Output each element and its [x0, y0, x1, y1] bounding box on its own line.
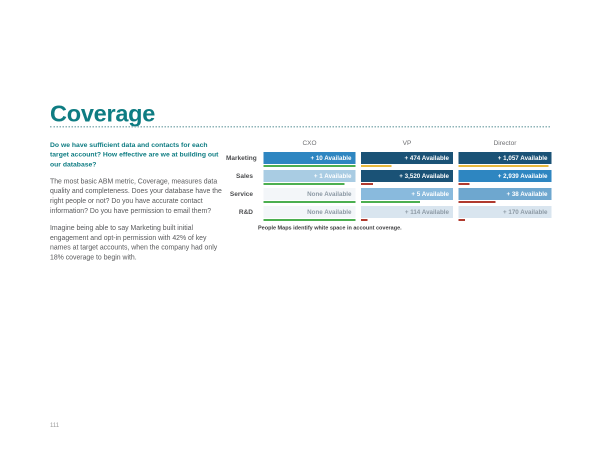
row-label-rd: R&D: [238, 208, 253, 216]
row-label-sales: Sales: [236, 172, 253, 180]
coverage-cell-marketing-cxo: [264, 152, 356, 167]
column-header-director: Director: [493, 139, 517, 147]
change-indicator-track: [459, 183, 552, 185]
availability-bar: + 5 Available: [361, 188, 453, 200]
change-indicator-track: [264, 165, 356, 167]
row-label-service: Service: [229, 190, 253, 198]
change-indicator-line: [361, 219, 367, 221]
availability-bar: + 474 Available: [361, 152, 453, 164]
change-indicator-track: [361, 165, 453, 167]
coverage-cell-service-cxo: [264, 188, 356, 203]
body-paragraph-2: Imagine being able to say Marketing built initial engagement and opt-in permission with 42% of key names at target accounts, when the company had only 18% coverage to begin with.: [50, 224, 218, 261]
change-indicator-line: [361, 201, 420, 203]
coverage-cell-sales-director: [459, 170, 552, 185]
availability-bar: + 114 Available: [361, 206, 453, 218]
coverage-cell-rd-cxo: [264, 206, 356, 221]
change-indicator-track: [361, 201, 453, 203]
coverage-cell-marketing-vp: [361, 152, 453, 167]
table-caption: People Maps identify white space in account coverage.: [258, 225, 402, 231]
row-label-marketing: Marketing: [226, 154, 257, 162]
coverage-cell-rd-vp: [361, 206, 453, 221]
intro-text-panel: [50, 140, 228, 270]
availability-bar: + 10 Available: [264, 152, 356, 164]
change-indicator-track: [264, 219, 356, 221]
change-indicator-line: [264, 219, 356, 221]
column-header-vp: VP: [402, 139, 412, 147]
change-indicator-track: [459, 201, 552, 203]
change-indicator-line: [459, 219, 466, 221]
lead-question: Do we have sufficient data and contacts for each target account? How effective are we at building out our database?: [50, 141, 219, 168]
change-indicator-line: [264, 165, 356, 167]
page-title: Coverage: [50, 100, 156, 127]
availability-bar: + 2,939 Available: [459, 170, 552, 182]
change-indicator-line: [459, 183, 470, 185]
change-indicator-track: [361, 219, 453, 221]
change-indicator-line: [459, 165, 549, 167]
availability-bar: + 1,057 Available: [459, 152, 552, 164]
availability-bar: None Available: [264, 206, 356, 218]
change-indicator-line: [361, 165, 391, 167]
coverage-cell-marketing-director: [459, 152, 552, 167]
availability-bar: + 3,520 Available: [361, 170, 453, 182]
availability-bar: + 170 Available: [459, 206, 552, 218]
availability-bar: None Available: [264, 188, 356, 200]
change-indicator-track: [459, 219, 552, 221]
availability-bar: + 38 Available: [459, 188, 552, 200]
coverage-cell-sales-vp: [361, 170, 453, 185]
column-header-cxo: CXO: [302, 139, 317, 147]
coverage-table: [226, 138, 552, 224]
coverage-cell-service-vp: [361, 188, 453, 203]
change-indicator-track: [361, 183, 453, 185]
change-indicator-track: [459, 165, 552, 167]
change-indicator-line: [264, 201, 356, 203]
coverage-cell-rd-director: [459, 206, 552, 221]
page-number: 111: [50, 421, 60, 429]
body-paragraph-1: The most basic ABM metric, Coverage, measures data quality and completeness. Does your database have the right people or not? Do you have accurate contact information? Do you have permission to email them?: [50, 177, 222, 215]
dotted-divider: [50, 126, 550, 128]
change-indicator-line: [361, 183, 373, 185]
change-indicator-track: [264, 183, 356, 185]
change-indicator-line: [264, 183, 345, 185]
availability-bar: + 1 Available: [264, 170, 356, 182]
coverage-cell-sales-cxo: [264, 170, 356, 185]
grid-corner: [226, 138, 258, 152]
change-indicator-track: [264, 201, 356, 203]
coverage-cell-service-director: [459, 188, 552, 203]
change-indicator-line: [459, 201, 496, 203]
